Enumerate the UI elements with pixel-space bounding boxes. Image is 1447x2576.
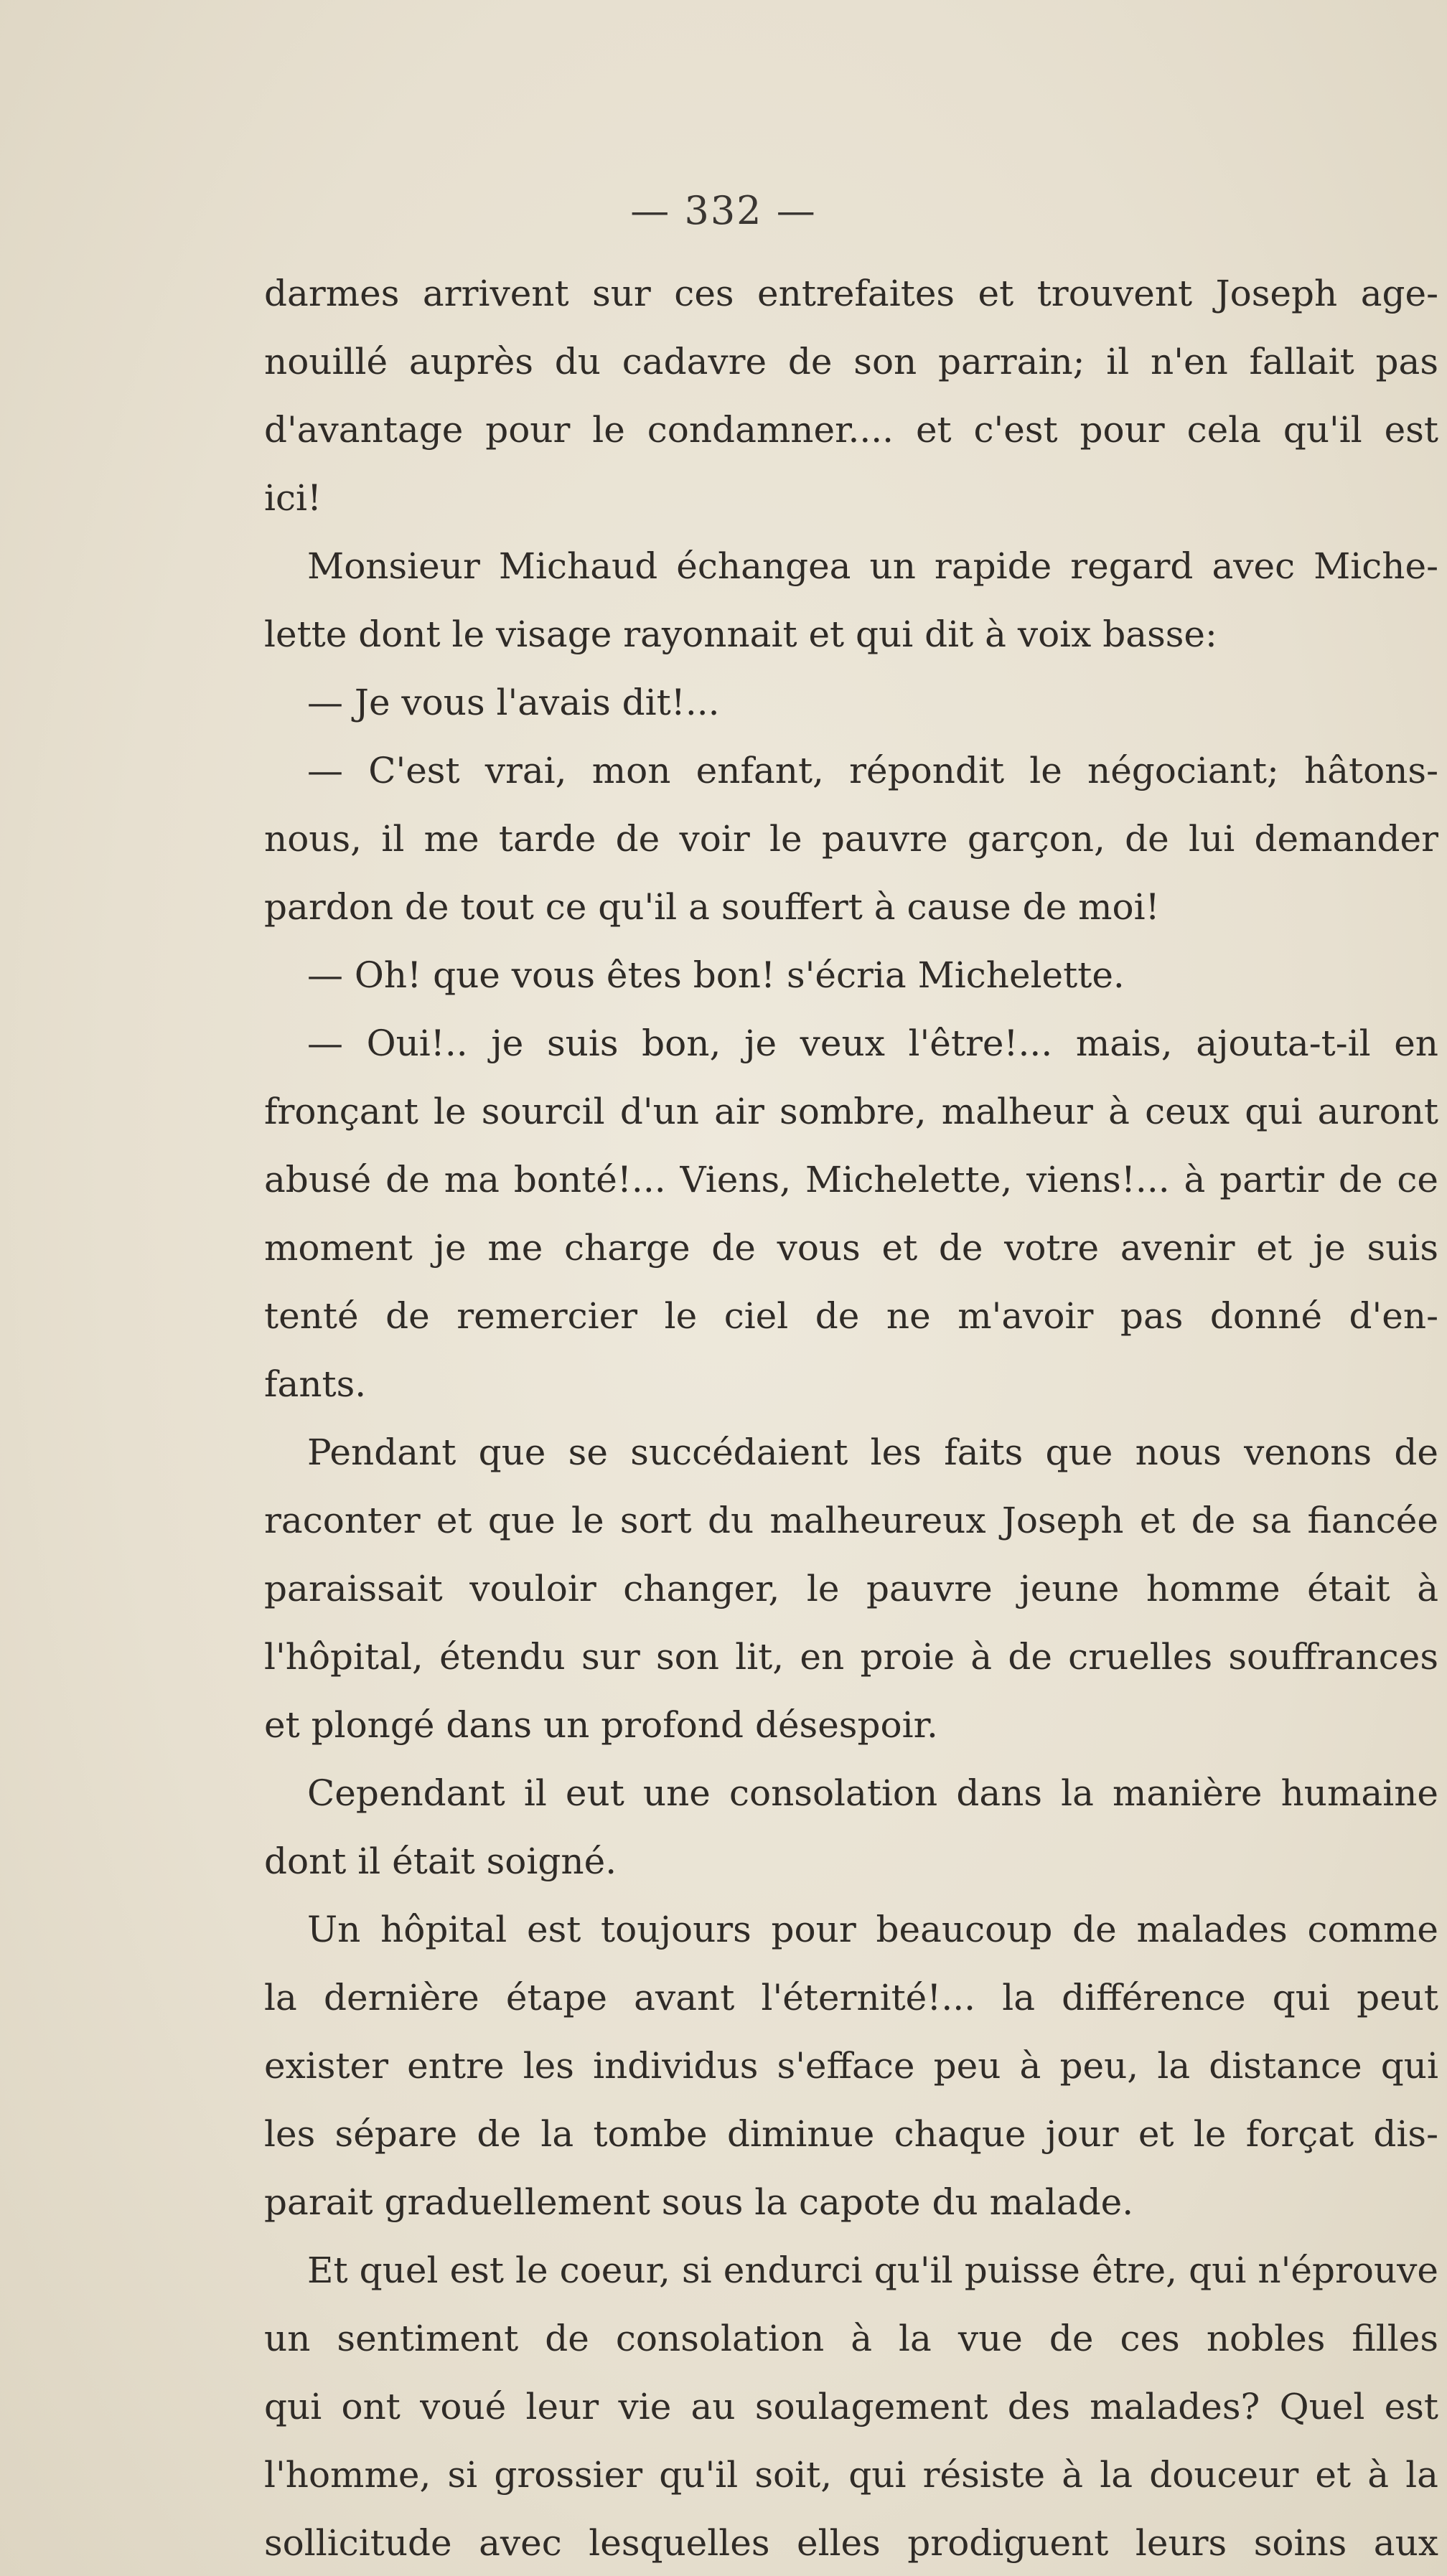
text-line: moment je me charge de vous et de votre avenir et je suis	[264, 1227, 1438, 1269]
body-text	[264, 260, 1438, 2576]
text-line: tenté de remercier le ciel de ne m'avoir pas donné d'en-	[264, 1295, 1438, 1337]
text-line: darmes arrivent sur ces entrefaites et trouvent Joseph age-	[264, 273, 1438, 314]
text-line: exister entre les individus s'efface peu à peu, la distance qui	[264, 2045, 1438, 2087]
text-line: qui ont voué leur vie au soulagement des malades? Quel est	[264, 2386, 1438, 2427]
text-line: Et quel est le coeur, si endurci qu'il puisse être, qui n'éprouve	[307, 2250, 1438, 2291]
text-line: l'hôpital, étendu sur son lit, en proie à de cruelles souffrances	[264, 1636, 1438, 1678]
text-line: — C'est vrai, mon enfant, répondit le négociant; hâtons-	[307, 750, 1438, 791]
text-line: fants.	[264, 1363, 367, 1405]
text-line: d'avantage pour le condamner.... et c'est pour cela qu'il est	[264, 409, 1438, 451]
text-line: nouillé auprès du cadavre de son parrain; il n'en fallait pas	[264, 341, 1438, 382]
text-line: ici!	[264, 477, 322, 519]
text-line: Cependant il eut une consolation dans la manière humaine	[307, 1772, 1438, 1814]
page-number: — 332 —	[630, 188, 817, 233]
text-line: — Oui!.. je suis bon, je veux l'être!... mais, ajouta-t-il en	[307, 1023, 1438, 1064]
text-line: paraissait vouloir changer, le pauvre jeune homme était à	[264, 1568, 1438, 1609]
text-line: parait graduellement sous la capote du malade.	[264, 2181, 1134, 2223]
text-line: fronçant le sourcil d'un air sombre, malheur à ceux qui auront	[264, 1091, 1438, 1132]
text-line: et plongé dans un profond désespoir.	[264, 1704, 938, 1746]
text-line: un sentiment de consolation à la vue de ces nobles filles	[264, 2318, 1438, 2359]
text-line: la dernière étape avant l'éternité!... la différence qui peut	[264, 1977, 1438, 2018]
text-line: raconter et que le sort du malheureux Joseph et de sa fiancée	[264, 1500, 1438, 1541]
text-line: — Je vous l'avais dit!...	[307, 682, 720, 723]
text-line: dont il était soigné.	[264, 1841, 617, 1882]
text-line: Un hôpital est toujours pour beaucoup de malades comme	[307, 1909, 1438, 1950]
text-line: abusé de ma bonté!... Viens, Michelette, viens!... à partir de ce	[264, 1159, 1438, 1200]
text-line: sollicitude avec lesquelles elles prodiguent leurs soins aux	[264, 2522, 1438, 2564]
text-line: lette dont le visage rayonnait et qui dit à voix basse:	[264, 614, 1217, 655]
text-line: l'homme, si grossier qu'il soit, qui résiste à la douceur et à la	[264, 2454, 1438, 2496]
text-line: Pendant que se succédaient les faits que nous venons de	[307, 1432, 1438, 1473]
text-line: pardon de tout ce qu'il a souffert à cause de moi!	[264, 886, 1160, 928]
text-line: nous, il me tarde de voir le pauvre garçon, de lui demander	[264, 818, 1438, 860]
text-line: Monsieur Michaud échangea un rapide regard avec Miche-	[307, 545, 1438, 587]
text-line: les sépare de la tombe diminue chaque jour et le forçat dis-	[264, 2113, 1438, 2155]
text-line: — Oh! que vous êtes bon! s'écria Michelette.	[307, 954, 1125, 996]
